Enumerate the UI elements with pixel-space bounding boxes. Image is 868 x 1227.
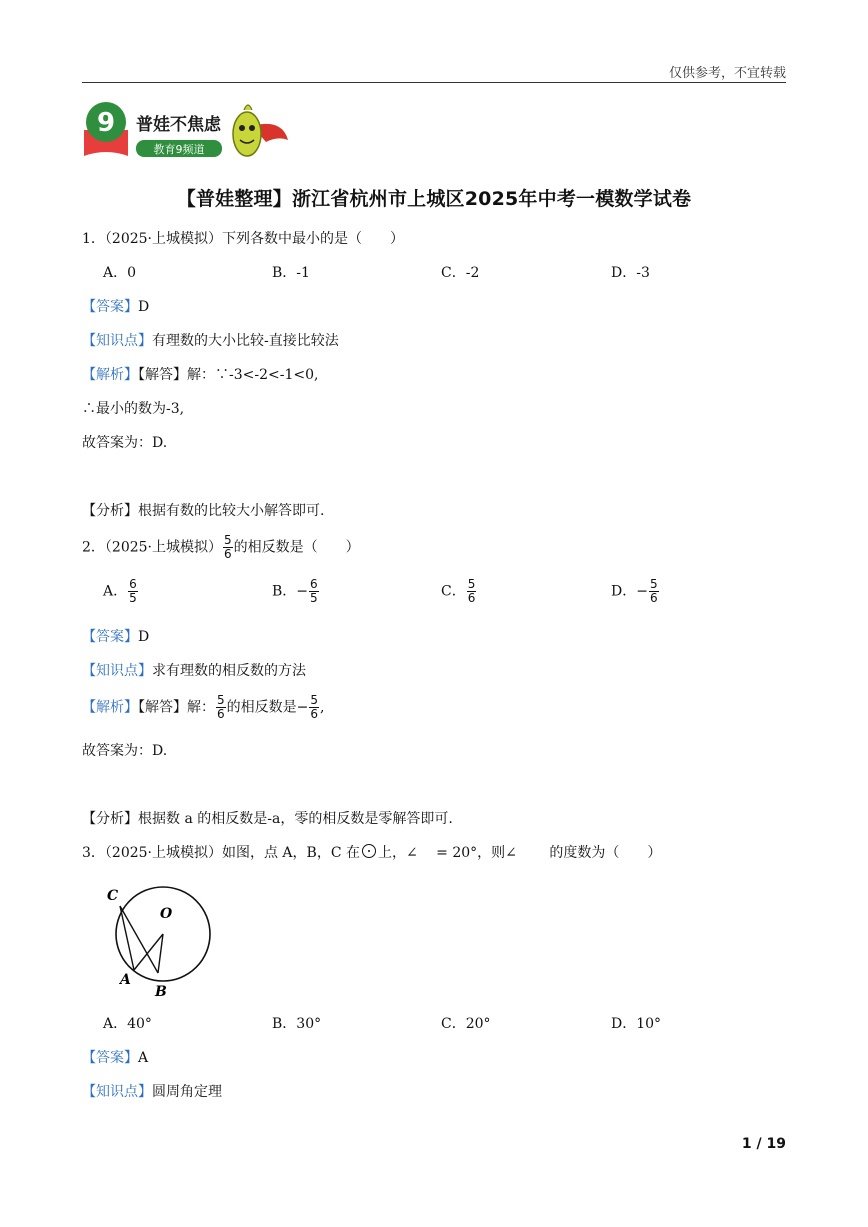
circle-diagram <box>100 880 220 1000</box>
q3-stem-part-b: 上，∠ = 20°，则∠ 的度数为（ ） <box>378 845 662 861</box>
fraction-denominator: 5 <box>310 591 318 605</box>
q3-option-d: D．10° <box>611 1016 662 1032</box>
q1-answer: D <box>138 299 150 315</box>
logo-badge-text: 教育9频道 <box>153 143 205 156</box>
q1-solve: 解：∵-3<-2<-1<0, <box>187 367 319 383</box>
q2-stem <box>82 534 360 561</box>
option-sign: − <box>296 583 309 600</box>
fraction-denominator: 6 <box>310 707 319 721</box>
knowledge-tag: 【知识点】 <box>82 333 152 349</box>
option-fraction <box>128 578 138 605</box>
q3-stem <box>82 842 661 862</box>
q2-answer: D <box>138 629 150 645</box>
label-a: A <box>120 972 131 988</box>
brand-logo <box>82 96 292 162</box>
q2-answer-line <box>82 626 149 646</box>
option-fraction <box>309 578 319 605</box>
fraction-numerator: 5 <box>310 693 319 707</box>
fraction-denominator: 6 <box>224 547 232 561</box>
circle-symbol-icon <box>362 844 376 858</box>
solve-tag: 【解答】 <box>138 367 187 383</box>
q3-option-b: B．30° <box>272 1016 322 1032</box>
q2-knowledge-line <box>82 660 306 680</box>
q2-solve-sign: − <box>296 699 309 716</box>
q1-answer-line <box>82 296 149 316</box>
knowledge-tag: 【知识点】 <box>82 663 152 679</box>
q2-solve-line3: 故答案为：D. <box>82 743 168 759</box>
segment-ca <box>120 906 134 970</box>
q2-option-b <box>272 578 320 605</box>
q2-solve-fraction-neg <box>309 694 319 721</box>
q1-knowledge-line <box>82 330 339 350</box>
q2-knowledge: 求有理数的相反数的方法 <box>152 663 306 679</box>
header-divider <box>82 82 786 83</box>
mascot-icon <box>233 112 261 156</box>
q3-option-c: C．20° <box>441 1016 491 1032</box>
page-number: 1 / 19 <box>741 1136 786 1152</box>
q3-answer: A <box>138 1050 149 1066</box>
q2-solve-end: , <box>320 699 325 716</box>
option-fraction <box>649 578 659 605</box>
fraction-numerator: 5 <box>467 577 476 591</box>
fraction-numerator: 6 <box>310 577 318 591</box>
q2-option-d <box>611 578 660 605</box>
option-label: B． <box>272 583 297 600</box>
logo-brand-text: 普娃不焦虑 <box>136 115 221 135</box>
answer-tag: 【答案】 <box>82 299 138 315</box>
fraction-numerator: 5 <box>217 693 225 707</box>
option-label: D． <box>611 583 637 600</box>
logo-graphic <box>82 96 292 162</box>
option-label: A． <box>103 583 128 600</box>
q1-option-d: D．-3 <box>611 265 650 281</box>
header-notice: 仅供参考，不宜转载 <box>668 66 786 81</box>
answer-tag: 【答案】 <box>82 1050 138 1066</box>
label-c: C <box>107 888 119 904</box>
fraction-numerator: 6 <box>129 577 137 591</box>
label-o: O <box>160 906 173 922</box>
option-fraction <box>467 578 477 605</box>
page-title: 【普娃整理】浙江省杭州市上城区2025年中考一模数学试卷 <box>176 188 692 210</box>
q3-stem-part-a: 3．（2025·上城模拟）如图，点 A，B，C 在 <box>82 845 360 861</box>
q1-review-line <box>82 500 324 520</box>
q3-figure <box>100 880 220 1000</box>
q2-option-c <box>441 578 477 605</box>
fraction-denominator: 6 <box>467 591 476 605</box>
review-tag: 【分析】 <box>82 503 138 519</box>
q2-option-a <box>103 578 139 605</box>
review-tag: 【分析】 <box>82 811 138 827</box>
q3-knowledge-line <box>82 1081 222 1101</box>
analysis-tag: 【解析】 <box>82 699 138 716</box>
option-sign: − <box>636 583 648 600</box>
q1-option-c: C．-2 <box>441 265 480 281</box>
q1-knowledge: 有理数的大小比较-直接比较法 <box>152 333 339 349</box>
q2-solve-mid: 的相反数是 <box>226 699 297 716</box>
q1-option-b: B．-1 <box>272 265 310 281</box>
q2-review: 根据数 a 的相反数是-a，零的相反数是零解答即可. <box>138 811 453 827</box>
q1-option-a: A．0 <box>103 265 137 281</box>
q3-knowledge: 圆周角定理 <box>152 1084 222 1100</box>
q2-stem-suffix: 的相反数是（ ） <box>233 539 360 556</box>
option-label: C． <box>441 583 466 600</box>
q1-solve-line3: 故答案为：D. <box>82 435 168 451</box>
analysis-tag: 【解析】 <box>82 367 138 383</box>
fraction-denominator: 6 <box>649 591 658 605</box>
fraction-numerator: 5 <box>224 533 232 547</box>
q2-review-line <box>82 808 453 828</box>
answer-tag: 【答案】 <box>82 629 138 645</box>
q2-solve-prefix: 解： <box>187 699 215 716</box>
q3-answer-line <box>82 1047 148 1067</box>
q3-option-a: A．40° <box>103 1016 152 1032</box>
q2-solve-fraction <box>216 694 226 721</box>
q2-stem-fraction <box>223 534 233 561</box>
q2-analysis-line <box>82 694 324 721</box>
fraction-numerator: 5 <box>649 577 658 591</box>
fraction-denominator: 5 <box>129 591 137 605</box>
q1-analysis-line <box>82 364 318 384</box>
q1-stem: 1．（2025·上城模拟）下列各数中最小的是（ ） <box>82 231 404 247</box>
q1-solve-line2: ∴最小的数为-3, <box>82 401 185 417</box>
q2-stem-prefix: 2．（2025·上城模拟） <box>82 539 222 556</box>
q1-review: 根据有数的比较大小解答即可. <box>138 503 325 519</box>
knowledge-tag: 【知识点】 <box>82 1084 152 1100</box>
label-b: B <box>155 984 167 1000</box>
fraction-denominator: 6 <box>217 707 225 721</box>
solve-tag: 【解答】 <box>138 699 187 716</box>
logo-number: 9 <box>96 108 116 138</box>
